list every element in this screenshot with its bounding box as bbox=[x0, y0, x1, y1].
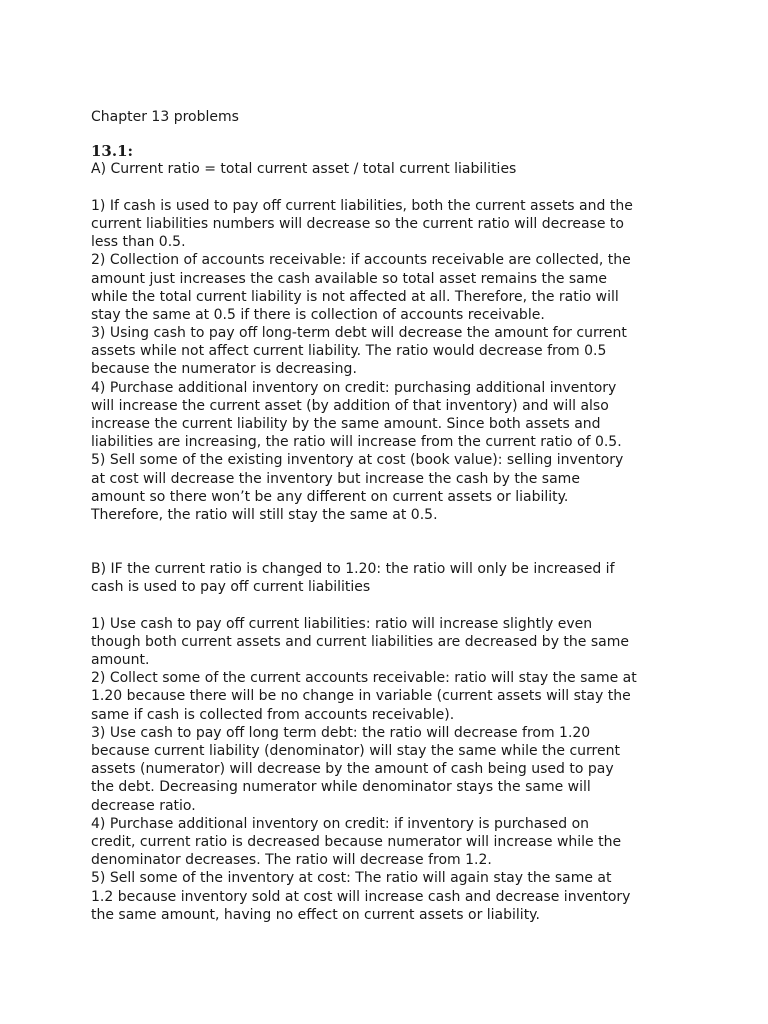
list-item bbox=[91, 324, 691, 379]
text-line: because the numerator is decreasing. bbox=[91, 361, 357, 378]
text-line: increase the current liability by the same amount. Since both assets and bbox=[91, 416, 601, 432]
list-item bbox=[91, 724, 691, 815]
text-line: 2) Collect some of the current accounts receivable: ratio will stay the same at bbox=[91, 670, 637, 687]
text-line: same if cash is collected from accounts receivable). bbox=[91, 706, 455, 723]
text-line: 3) Use cash to pay off long term debt: the ratio will decrease from 1.20 bbox=[91, 724, 591, 741]
list-item bbox=[91, 197, 691, 252]
list-item bbox=[91, 379, 691, 452]
text-line: 1.20 because there will be no change in variable (current assets will stay the bbox=[91, 688, 631, 705]
list-item bbox=[91, 251, 691, 324]
text-line: current liabilities numbers will decrease so the current ratio will decrease to bbox=[91, 215, 624, 232]
list-item bbox=[91, 451, 691, 524]
text-line: 4) Purchase additional inventory on credit: purchasing additional inventory bbox=[91, 379, 617, 396]
text-line: will increase the current asset (by addition of that inventory) and will also bbox=[91, 397, 609, 414]
text-line: decrease ratio. bbox=[91, 797, 196, 814]
text-line: less than 0.5. bbox=[91, 234, 186, 251]
list-item bbox=[91, 869, 691, 924]
list-item bbox=[91, 615, 691, 670]
text-line: 4) Purchase additional inventory on credit: if inventory is purchased on bbox=[91, 815, 590, 832]
part-b-list bbox=[91, 615, 691, 924]
text-line: cash is used to pay off current liabilities bbox=[91, 579, 371, 596]
list-item bbox=[91, 815, 691, 870]
text-line: 1.2 because inventory sold at cost will increase cash and decrease inventory bbox=[91, 888, 631, 905]
text-line: denominator decreases. The ratio will decrease from 1.2. bbox=[91, 852, 492, 869]
spacer bbox=[91, 597, 691, 615]
text-line: B) IF the current ratio is changed to 1.20: the ratio will only be increased if bbox=[91, 561, 615, 578]
text-line: amount. bbox=[91, 652, 150, 669]
part-b-intro bbox=[91, 560, 691, 596]
part-a-list bbox=[91, 197, 691, 524]
text-line: 5) Sell some of the inventory at cost: The ratio will again stay the same at bbox=[91, 870, 612, 887]
text-line: 3) Using cash to pay off long-term debt will decrease the amount for current bbox=[91, 325, 627, 342]
part-a-intro: A) Current ratio = total current asset / total current liabilities bbox=[91, 161, 517, 178]
document-page bbox=[91, 108, 691, 924]
text-line: 5) Sell some of the existing inventory at cost (book value): selling inventory bbox=[91, 452, 624, 469]
text-line: 1) If cash is used to pay off current liabilities, both the current assets and the bbox=[91, 197, 633, 214]
text-line: though both current assets and current liabilities are decreased by the same bbox=[91, 633, 629, 650]
text-line: the debt. Decreasing numerator while denominator stays the same will bbox=[91, 779, 591, 796]
document-title: Chapter 13 problems bbox=[91, 109, 239, 125]
text-line: 1) Use cash to pay off current liabilities: ratio will increase slightly even bbox=[91, 615, 593, 632]
text-line: stay the same at 0.5 if there is collection of accounts receivable. bbox=[91, 306, 545, 323]
text-line: while the total current liability is not affected at all. Therefore, the ratio will bbox=[91, 288, 619, 305]
text-line: the same amount, having no effect on current assets or liability. bbox=[91, 906, 540, 923]
text-line: liabilities are increasing, the ratio will increase from the current ratio of 0.5. bbox=[91, 434, 622, 451]
text-line: because current liability (denominator) will stay the same while the current bbox=[91, 743, 620, 759]
text-line: amount just increases the cash available so total asset remains the same bbox=[91, 270, 608, 287]
spacer bbox=[91, 524, 691, 560]
text-line: Therefore, the ratio will still stay the same at 0.5. bbox=[91, 506, 438, 523]
text-line: at cost will decrease the inventory but increase the cash by the same bbox=[91, 470, 580, 487]
text-line: amount so there won’t be any different on current assets or liability. bbox=[91, 488, 569, 505]
text-line: assets while not affect current liability. The ratio would decrease from 0.5 bbox=[91, 343, 607, 360]
text-line: assets (numerator) will decrease by the amount of cash being used to pay bbox=[91, 761, 614, 778]
list-item bbox=[91, 669, 691, 724]
problem-heading: 13.1: bbox=[91, 142, 134, 161]
spacer bbox=[91, 179, 691, 197]
text-line: credit, current ratio is decreased because numerator will increase while the bbox=[91, 833, 622, 850]
text-line: 2) Collection of accounts receivable: if accounts receivable are collected, the bbox=[91, 252, 631, 269]
